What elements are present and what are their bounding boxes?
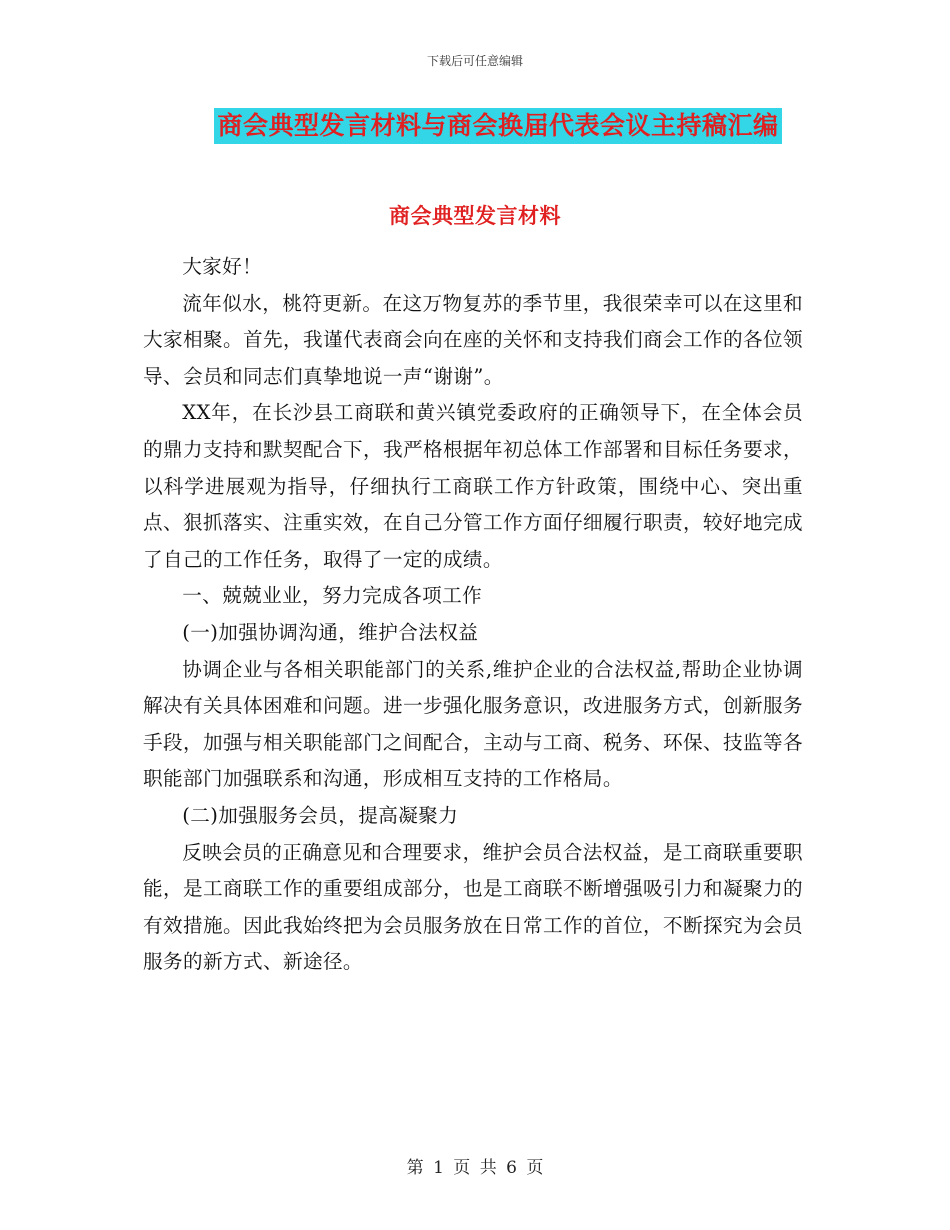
heading-level-2: (二)加强服务会员，提高凝聚力: [182, 803, 459, 827]
page-header-note: 下载后可任意编辑: [426, 54, 523, 68]
paragraph: XX年，在长沙县工商联和黄兴镇党委政府的正确领导下，在全体会员的鼎力支持和默契配合下，我严格根据年初总体工作部署和目标任务要求，以科学进展观为指导，仔细执行工商联工作方针政策，围绕中心、突出重点、狠抓落实、注重实效，在自己分管工作方面仔细履行职责，较好地完成了自己的工作任务，取得了一定的成绩。: [143, 401, 803, 571]
document-title-container: [0, 108, 950, 144]
section-title: 商会典型发言材料: [389, 204, 561, 228]
paragraph: 协调企业与各相关职能部门的关系,维护企业的合法权益,帮助企业协调解决有关具体困难和问题。进一步强化服务意识，改进服务方式，创新服务手段，加强与相关职能部门之间配合，主动与工商、税务、环保、技监等各职能部门加强联系和沟通，形成相互支持的工作格局。: [143, 657, 803, 791]
document-title: 商会典型发言材料与商会换届代表会议主持稿汇编: [214, 108, 781, 144]
heading-level-2: (一)加强协调沟通，维护合法权益: [182, 620, 479, 644]
page-number: 第 1 页 共 6 页: [406, 1158, 544, 1178]
heading-level-1: 一、兢兢业业，努力完成各项工作: [182, 584, 483, 608]
document-body: [143, 249, 803, 981]
paragraph-greeting: 大家好！: [182, 255, 263, 278]
paragraph: 反映会员的正确意见和合理要求，维护会员合法权益，是工商联重要职能，是工商联工作的重要组成部分，也是工商联不断增强吸引力和凝聚力的有效措施。因此我始终把为会员服务放在日常工作的首位，不断探究为会员服务的新方式、新途径。: [143, 840, 803, 974]
paragraph: 流年似水，桃符更新。在这万物复苏的季节里，我很荣幸可以在这里和大家相聚。首先，我谨代表商会向在座的关怀和支持我们商会工作的各位领导、会员和同志们真挚地说一声“谢谢”。: [143, 291, 803, 388]
